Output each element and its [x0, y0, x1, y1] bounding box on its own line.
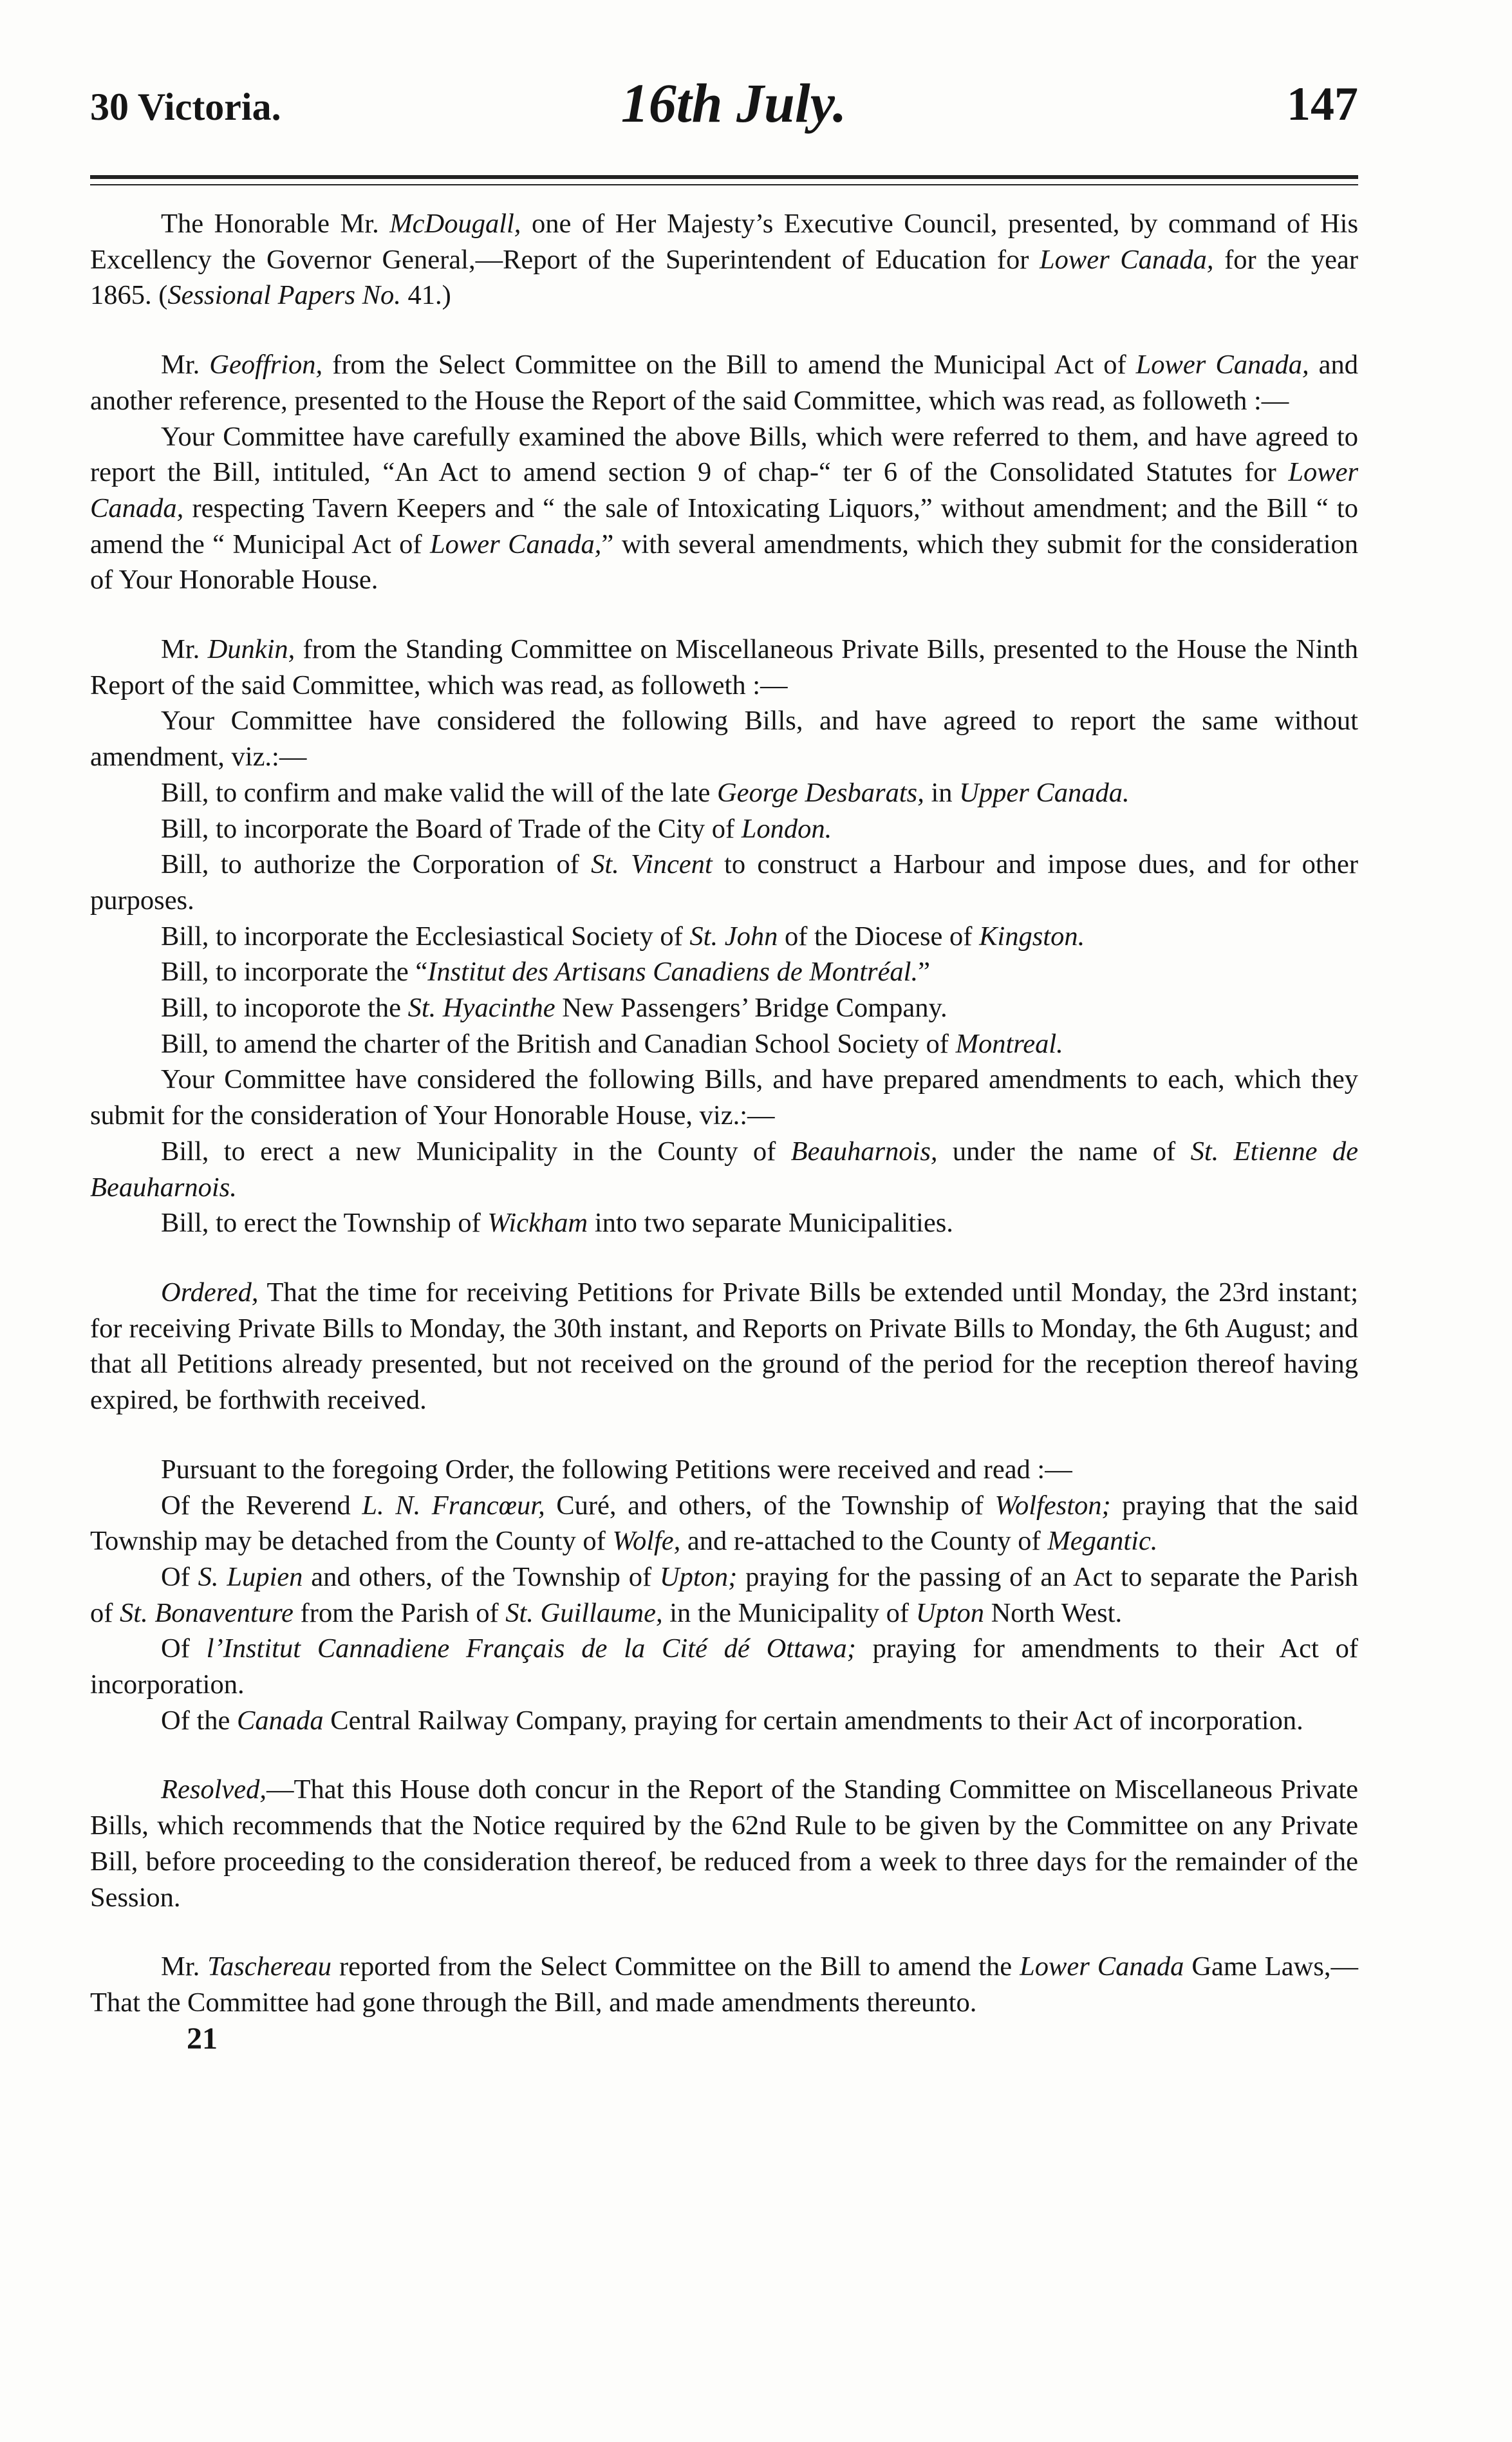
paragraph: Of the Reverend L. N. Francœur, Curé, and others, of the Township of Wolfeston; praying that the said Township may be detached from the County of Wolfe, and re-attached to the County of Megantic. [90, 1490, 1358, 1557]
running-header [90, 52, 1377, 142]
header-rule-thin [90, 184, 1358, 185]
page-number: 147 [1287, 78, 1358, 131]
paragraph: Bill, to amend the charter of the British and Canadian School Society of Montreal. [161, 1028, 1063, 1059]
paragraph: Your Committee have considered the following Bills, and have prepared amendments to each, which they submit for the consideration of Your Honorable House, viz.:— [90, 1064, 1358, 1131]
paragraph: Of the Canada Central Railway Company, praying for certain amendments to their Act of incorporation. [161, 1705, 1303, 1736]
paragraph: Mr. Geoffrion, from the Select Committee on the Bill to amend the Municipal Act of Lower Canada, and another reference, presented to the House the Report of the said Committee, which was read, as followeth :— [90, 350, 1359, 416]
paragraph: Your Committee have carefully examined the above Bills, which were referred to them, and have agreed to report the Bill, intituled, “An Act to amend section 9 of chap-“ ter 6 of the Consolidated Statutes for Lower Canada, respecting Tavern Keepers and “ the sale of Intoxicating Liquors,” without amendment; and the Bill “ to amend the “ Municipal Act of Lower Canada,” with several amendments, which they submit for the consideration of Your Honorable House. [90, 421, 1359, 596]
paragraph: Bill, to incorporate the Ecclesiastical Society of St. John of the Diocese of Kingston. [161, 921, 1085, 952]
journal-body [90, 206, 1358, 2057]
header-rule-thick [90, 175, 1358, 179]
paragraph: Resolved,—That this House doth concur in the Report of the Standing Committee on Miscellaneous Private Bills, which recommends that the Notice required by the 62nd Rule to be given by the Committee on any Private Bill, before proceeding to the consideration thereof, be reduced from a week to three days for the remainder of the Session. [90, 1774, 1358, 1913]
signature-mark: 21 [187, 2021, 218, 2056]
paragraph: Bill, to authorize the Corporation of St. Vincent to construct a Harbour and impose dues, and for other purposes. [90, 849, 1358, 916]
paragraph: Bill, to confirm and make valid the will of the late George Desbarats, in Upper Canada. [161, 777, 1130, 808]
paragraph: Of S. Lupien and others, of the Township of Upton; praying for the passing of an Act to separate the Parish of St. Bonaventure from the Parish of St. Guillaume, in the Municipality of Upton North West. [90, 1561, 1358, 1628]
paragraph: The Honorable Mr. McDougall, one of Her Majesty’s Executive Council, presented, by command of His Excellency the Governor General,—Report of the Superintendent of Education for Lower Canada, for the year 1865. (Sessional Papers No. 41.) [90, 209, 1359, 311]
paragraph: Bill, to incoporote the St. Hyacinthe New Passengers’ Bridge Company. [161, 993, 947, 1024]
paragraph: Bill, to incorporate the “Institut des Artisans Canadiens de Montréal.” [161, 957, 930, 988]
paragraph: Bill, to erect the Township of Wickham into two separate Municipalities. [161, 1208, 953, 1239]
paragraph: Your Committee have considered the following Bills, and have agreed to report the same without amendment, viz.:— [90, 706, 1358, 773]
paragraph: Pursuant to the foregoing Order, the following Petitions were received and read :— [161, 1454, 1072, 1485]
paragraph: Of l’Institut Cannadiene Français de la Cité dé Ottawa; praying for amendments to their Act of incorporation. [90, 1633, 1358, 1700]
header-date: 16th July. [621, 72, 847, 134]
paragraph: Mr. Dunkin, from the Standing Committee on Miscellaneous Private Bills, presented to the House the Ninth Report of the said Committee, which was read, as followeth :— [90, 634, 1358, 700]
header-session: 30 Victoria. [90, 86, 281, 128]
paragraph: Mr. Taschereau reported from the Select Committee on the Bill to amend the Lower Canada Game Laws,—That the Committee had gone through the Bill, and made amendments thereunto. [90, 1951, 1358, 2018]
paragraph: Ordered, That the time for receiving Petitions for Private Bills be extended until Monday, the 23rd instant; for receiving Private Bills to Monday, the 30th instant, and Reports on Private Bills to Monday, the 6th August; and that all Petitions already presented, but not received on the ground of the period for the reception thereof having expired, be forthwith received. [90, 1277, 1358, 1416]
paragraph: Bill, to erect a new Municipality in the County of Beauharnois, under the name of St. Etienne de Beauharnois. [90, 1136, 1358, 1203]
paragraph: Bill, to incorporate the Board of Trade of the City of London. [161, 813, 832, 844]
